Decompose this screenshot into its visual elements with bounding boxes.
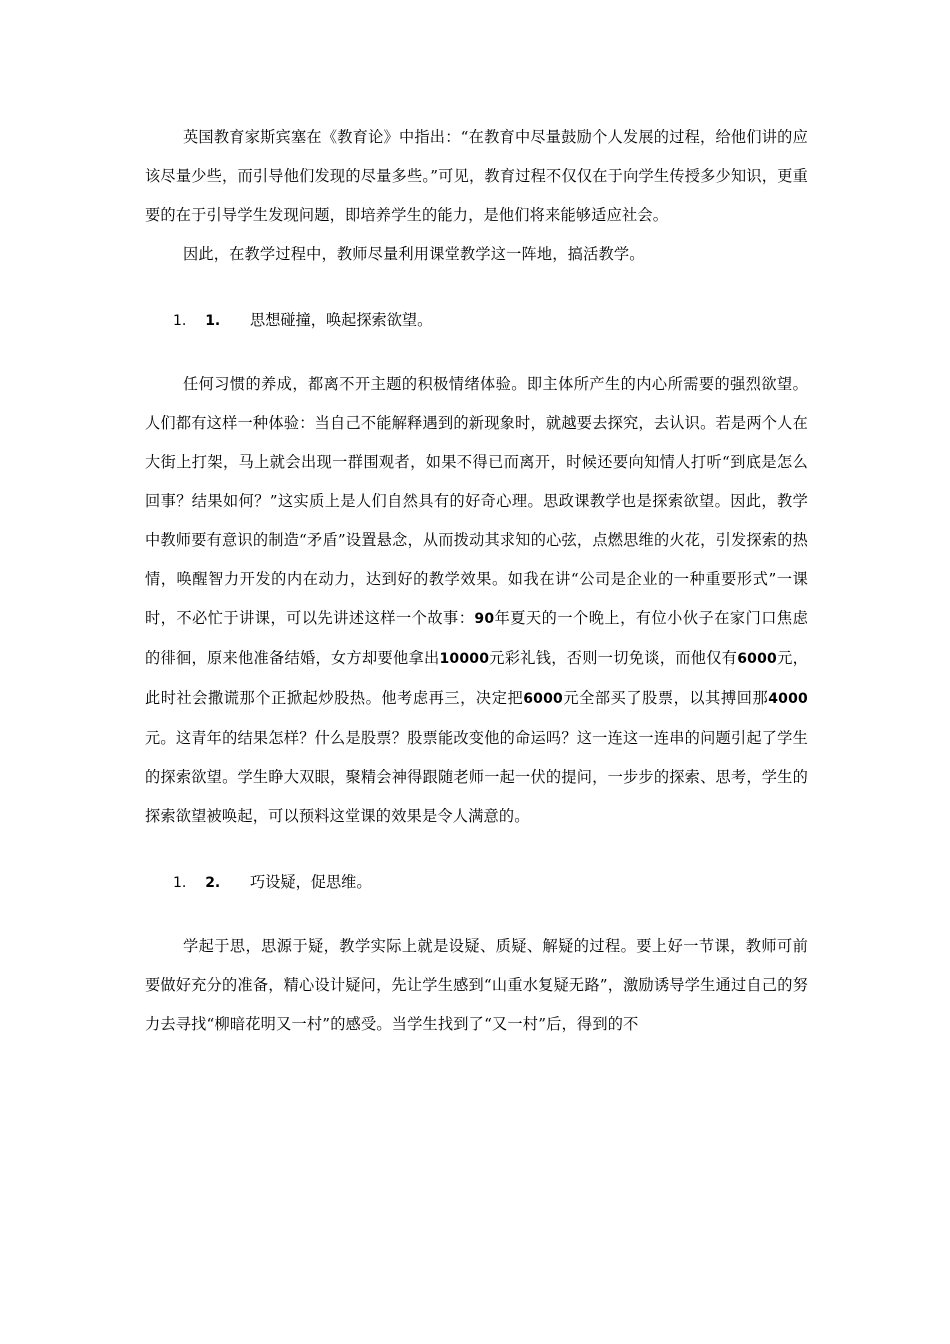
paragraph-section-2: 学起于思，思源于疑，教学实际上就是设疑、质疑、解疑的过程。要上好一节课，教师可前要做好充分的准备，精心设计疑问，先让学生感到“山重水复疑无路”，激励诱导学生通过自己的努力去寻找“柳暗花明又一村”的感受。当学生找到了“又一村”后，得到的不 (145, 937, 808, 1033)
paragraph-intro: 英国教育家斯宾塞在《教育论》中指出：“在教育中尽量鼓励个人发展的过程，给他们讲的应该尽量少些，而引导他们发现的尽量多些。”可见，教育过程不仅仅在于向学生传授多少知识，更重要的在于引导学生发现问题，即培养学生的能力，是他们将来能够适应社会。 (145, 128, 808, 224)
text-segment: 任何习惯的养成，都离不开主题的积极情绪体验。即主体所产生的内心所需要的强烈欲望。人们都有这样一种体验：当自己不能解释遇到的新现象时，就越要去探究，去认识。若是两个人在大街上打架，马上就会出现一群围观者，如果不得已而离开，时候还要向知情人打听“到底是怎么回事？结果如何？”这实质上是人们自然具有的好奇心理。思政课教学也是探索欲望。因此，教学中教师要有意识的制造“矛盾”设置悬念，从而拨动其求知的心弦，点燃思维的火花，引发探索的热情，唤醒智力开发的内在动力，达到好的教学效果。如我在讲“公司是企业的一种重要形式”一课时，不必忙于讲课，可以先讲述这样一个故事： (145, 375, 808, 627)
number-6000-second: 6000 (523, 691, 563, 707)
heading-text: 巧设疑，促思维。 (250, 873, 372, 891)
number-90: 90 (474, 611, 495, 627)
heading-outer-number: 1. (173, 875, 187, 891)
text-segment: 年夏天的一个晚上，有位小伙子在家门口焦虑的徘徊，原来他准备结婚，女方却要他拿出 (145, 609, 809, 667)
text-segment: 元，此时社会撒谎那个正掀起炒股热。他考虑再三，决定把 (145, 649, 808, 707)
section-heading-1 (145, 287, 808, 365)
document-page (145, 118, 808, 1044)
heading-inner-number: 2. (205, 875, 221, 891)
section-heading-2 (145, 849, 808, 927)
heading-outer-number: 1. (173, 313, 187, 329)
heading-inner-number: 1. (205, 313, 221, 329)
paragraph-summary: 因此，在教学过程中，教师尽量利用课堂教学这一阵地，搞活教学。 (183, 245, 645, 263)
text-segment: 元彩礼钱，否则一切免谈，而他仅有 (489, 649, 738, 667)
text-segment: 元。这青年的结果怎样？什么是股票？股票能改变他的命运吗？这一连这一连串的问题引起了学生的探索欲望。学生睁大双眼，聚精会神得跟随老师一起一伏的提问，一步步的探索、思考，学生的探索欲望被唤起，可以预料这堂课的效果是令人满意的。 (145, 729, 808, 825)
heading-text: 思想碰撞，唤起探索欲望。 (250, 311, 433, 329)
text-segment: 元全部买了股票，以其搏回那 (562, 689, 769, 707)
number-4000: 4000 (768, 691, 808, 707)
number-6000: 6000 (737, 651, 777, 667)
paragraph-section-1 (145, 365, 808, 836)
number-10000: 10000 (439, 651, 490, 667)
